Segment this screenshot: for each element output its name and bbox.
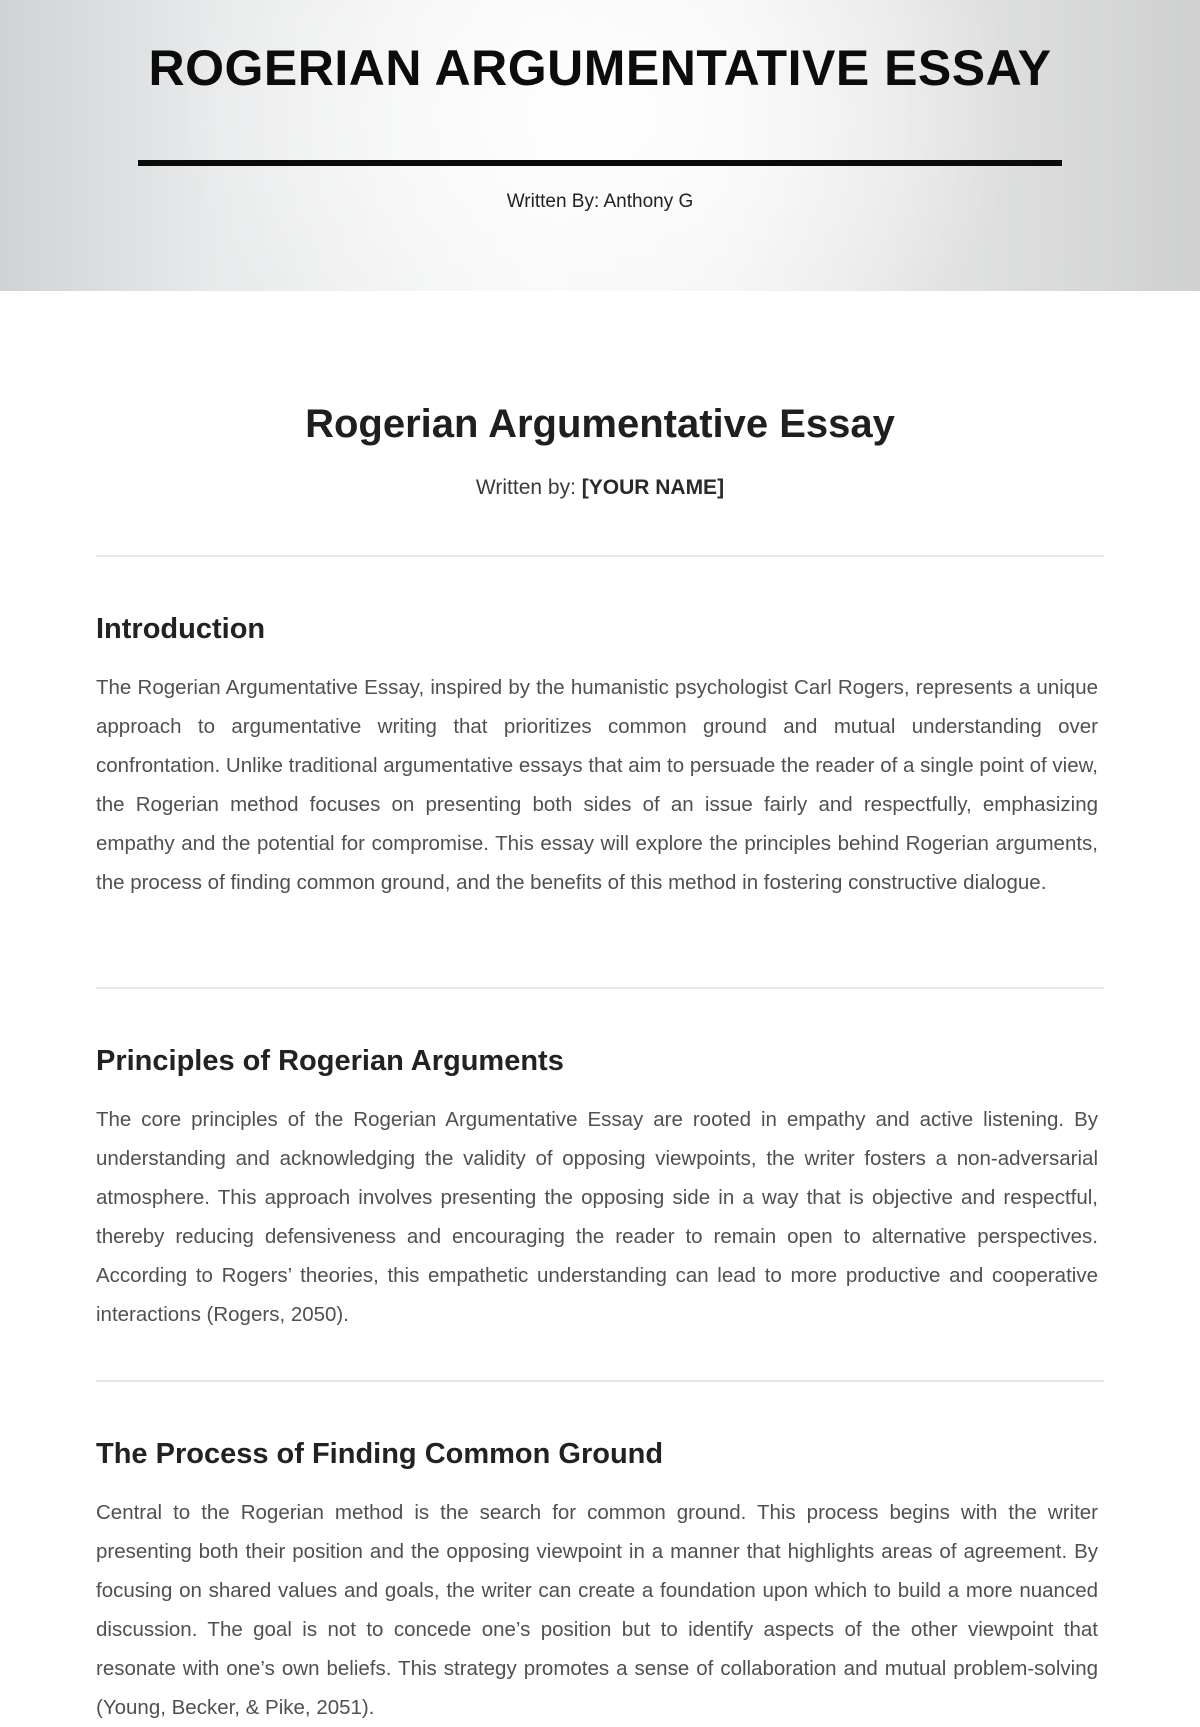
document-byline — [0, 476, 1200, 500]
section-body-principles: The core principles of the Rogerian Argumentative Essay are rooted in empathy and active listening. By understanding and acknowledging the validity of opposing viewpoints, the writer fosters a non-adversarial atmosphere. This approach involves presenting the opposing side in a way that is objective and respectful, thereby reducing defensiveness and encouraging the reader to remain open to alternative perspectives. According to Rogers’ theories, this empathetic understanding can lead to more productive and cooperative interactions (Rogers, 2050). — [96, 1108, 1098, 1326]
byline-prefix: Written by: — [475, 476, 582, 499]
document-title: Rogerian Argumentative Essay — [305, 402, 895, 446]
section-body-introduction: The Rogerian Argumentative Essay, inspired by the humanistic psychologist Carl Rogers, represents a unique approach to argumentative writing that prioritizes common ground and mutual understanding over confrontation. Unlike traditional argumentative essays that aim to persuade the reader of a single point of view, the Rogerian method focuses on presenting both sides of an issue fairly and respectfully, emphasizing empathy and the potential for compromise. This essay will explore the principles behind Rogerian arguments, the process of finding common ground, and the benefits of this method in fostering constructive dialogue. — [96, 676, 1098, 894]
banner-title: ROGERIAN ARGUMENTATIVE ESSAY — [148, 40, 1052, 96]
banner-underline — [138, 160, 1062, 166]
section-heading-introduction: Introduction — [96, 613, 266, 645]
section-divider — [96, 987, 1104, 989]
banner-author: Written By: Anthony G — [506, 191, 694, 212]
title-banner — [0, 0, 1200, 291]
section-heading-common-ground: The Process of Finding Common Ground — [96, 1438, 664, 1470]
section-heading-principles: Principles of Rogerian Arguments — [96, 1045, 564, 1077]
section-body-common-ground: Central to the Rogerian method is the search for common ground. This process begins with the writer presenting both their position and the opposing viewpoint in a manner that highlights areas of agreement. By focusing on shared values and goals, the writer can create a foundation upon which to build a more nuanced discussion. The goal is not to concede one’s position but to identify aspects of the other viewpoint that resonate with one’s own beliefs. This strategy promotes a sense of collaboration and mutual problem-solving (Young, Becker, & Pike, 2051). — [96, 1501, 1098, 1719]
author-name-placeholder: [YOUR NAME] — [581, 476, 725, 499]
section-divider — [96, 555, 1104, 557]
section-divider — [96, 1380, 1104, 1382]
